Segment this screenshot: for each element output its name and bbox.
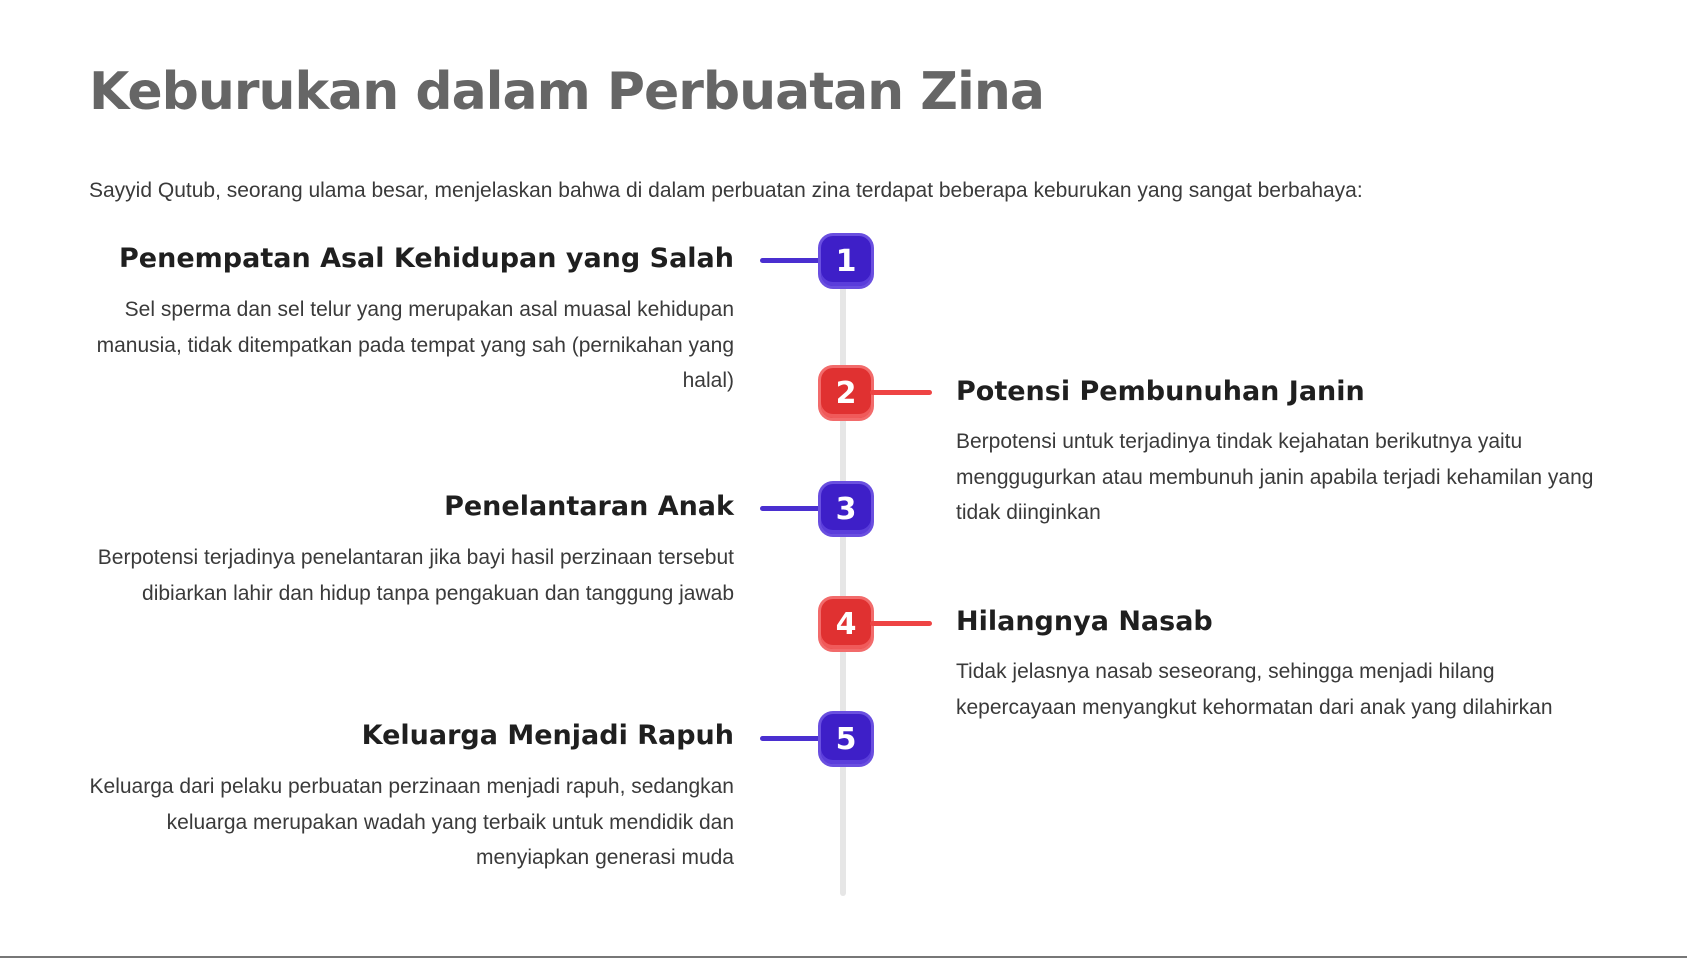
connector-1 bbox=[760, 258, 822, 263]
number-badge-2: 2 bbox=[821, 368, 871, 418]
number-badge-4: 4 bbox=[821, 599, 871, 649]
intro-text: Sayyid Qutub, seorang ulama besar, menjelaskan bahwa di dalam perbuatan zina terdapat beberapa keburukan yang sangat berbahaya: bbox=[89, 179, 1363, 202]
connector-3 bbox=[760, 506, 822, 511]
number-badge-3: 3 bbox=[821, 484, 871, 534]
item-desc-1: Sel sperma dan sel telur yang merupakan asal muasal kehidupan manusia, tidak ditempatkan pada tempat yang sah (pernikahan yang halal) bbox=[96, 298, 734, 392]
timeline-spine bbox=[840, 262, 846, 896]
connector-5 bbox=[760, 736, 822, 741]
number-badge-1: 1 bbox=[821, 236, 871, 286]
item-title-1: Penempatan Asal Kehidupan yang Salah bbox=[119, 243, 734, 274]
item-desc-3: Berpotensi terjadinya penelantaran jika bayi hasil perzinaan tersebut dibiarkan lahir dan hidup tanpa pengakuan dan tanggung jawab bbox=[97, 546, 734, 605]
item-title-2: Potensi Pembunuhan Janin bbox=[956, 376, 1365, 407]
number-badge-5: 5 bbox=[821, 714, 871, 764]
item-title-5: Keluarga Menjadi Rapuh bbox=[361, 720, 734, 751]
connector-4 bbox=[870, 621, 932, 626]
item-desc-2: Berpotensi untuk terjadinya tindak kejahatan berikutnya yaitu menggugurkan atau membunuh janin apabila terjadi kehamilan yang tidak diinginkan bbox=[956, 430, 1594, 524]
page-title: Keburukan dalam Perbuatan Zina bbox=[89, 62, 1044, 122]
item-title-4: Hilangnya Nasab bbox=[956, 606, 1213, 637]
item-desc-4: Tidak jelasnya nasab seseorang, sehingga menjadi hilang kepercayaan menyangkut kehormatan dari anak yang dilahirkan bbox=[956, 660, 1553, 719]
item-desc-5: Keluarga dari pelaku perbuatan perzinaan menjadi rapuh, sedangkan keluarga merupakan wadah yang terbaik untuk mendidik dan menyiapkan generasi muda bbox=[89, 775, 734, 869]
connector-2 bbox=[870, 390, 932, 395]
item-title-3: Penelantaran Anak bbox=[444, 491, 734, 522]
